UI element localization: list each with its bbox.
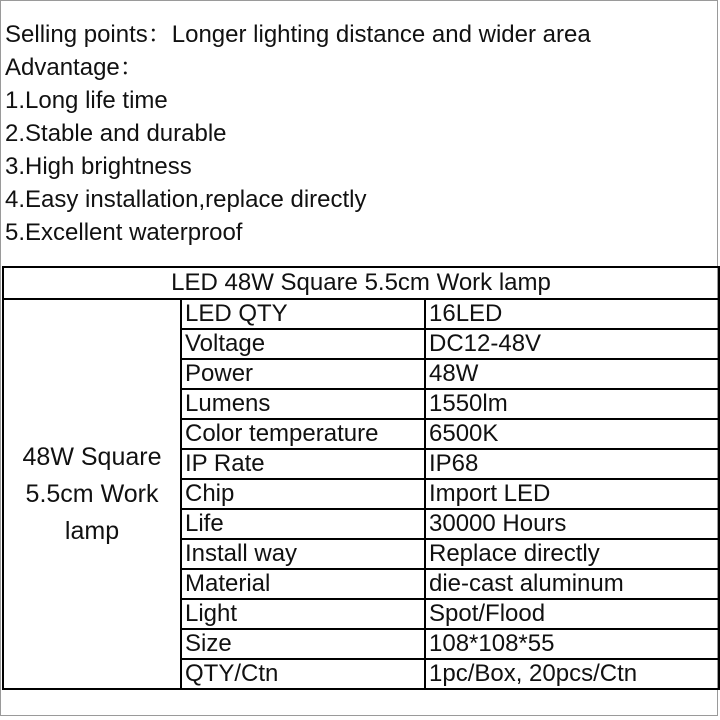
spec-label: Color temperature — [181, 419, 425, 449]
table-row — [3, 299, 719, 329]
advantage-item: 4.Easy installation,replace directly — [5, 186, 367, 213]
spec-label: Voltage — [181, 329, 425, 359]
spec-value: Import LED — [425, 479, 719, 509]
spec-label: Size — [181, 629, 425, 659]
spec-value: 30000 Hours — [425, 509, 719, 539]
spec-label: IP Rate — [181, 449, 425, 479]
spec-value: 108*108*55 — [425, 629, 719, 659]
advantage-heading: Advantage： — [5, 54, 144, 81]
spec-value: 48W — [425, 359, 719, 389]
advantage-item: 5.Excellent waterproof — [5, 219, 243, 246]
spec-value: 6500K — [425, 419, 719, 449]
spec-value: IP68 — [425, 449, 719, 479]
spec-value: DC12-48V — [425, 329, 719, 359]
intro-block — [5, 18, 717, 249]
spec-table-title: LED 48W Square 5.5cm Work lamp — [3, 267, 719, 299]
spec-label: Light — [181, 599, 425, 629]
spec-table-body — [3, 267, 719, 689]
spec-value: die-cast aluminum — [425, 569, 719, 599]
spec-value: 16LED — [425, 299, 719, 329]
advantage-item: 1.Long life time — [5, 87, 168, 114]
spec-label: Lumens — [181, 389, 425, 419]
spec-label: QTY/Ctn — [181, 659, 425, 689]
spec-label: Life — [181, 509, 425, 539]
spec-label: Power — [181, 359, 425, 389]
product-name-cell: 48W Square 5.5cm Work lamp — [3, 299, 181, 689]
spec-value: Spot/Flood — [425, 599, 719, 629]
spec-label: Install way — [181, 539, 425, 569]
spec-table — [2, 266, 720, 690]
spec-label: Material — [181, 569, 425, 599]
spec-value: Replace directly — [425, 539, 719, 569]
spec-value: 1550lm — [425, 389, 719, 419]
spec-value: 1pc/Box, 20pcs/Ctn — [425, 659, 719, 689]
advantage-item: 2.Stable and durable — [5, 120, 227, 147]
spec-label: LED QTY — [181, 299, 425, 329]
spec-label: Chip — [181, 479, 425, 509]
selling-points-line: Selling points：Longer lighting distance and wider area — [5, 21, 591, 48]
advantage-item: 3.High brightness — [5, 153, 192, 180]
spec-title-row — [3, 267, 719, 299]
